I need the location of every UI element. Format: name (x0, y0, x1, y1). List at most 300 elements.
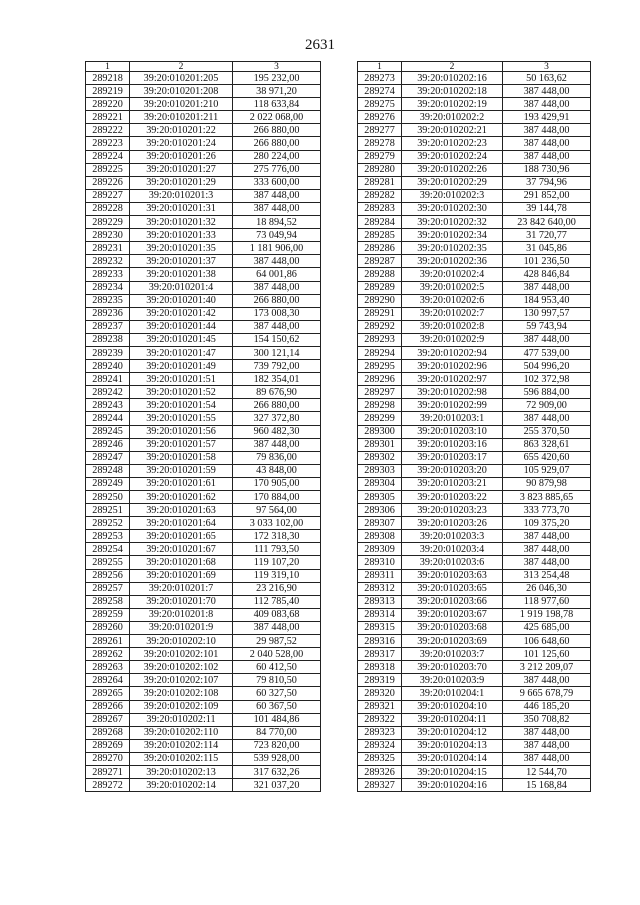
row-number-cell: 289261 (86, 635, 130, 648)
value-cell: 172 318,30 (233, 530, 321, 543)
table-row (86, 137, 321, 150)
value-cell: 154 150,62 (233, 333, 321, 346)
cadastral-number-cell: 39:20:010203:6 (402, 556, 503, 569)
table-row (358, 556, 591, 569)
table-row (86, 412, 321, 425)
table-row (358, 386, 591, 399)
cadastral-number-cell: 39:20:010201:37 (130, 255, 233, 268)
cadastral-number-cell: 39:20:010201:31 (130, 202, 233, 215)
table-row (358, 72, 591, 85)
table-row (86, 150, 321, 163)
value-cell: 504 996,20 (503, 360, 591, 373)
table-row (358, 739, 591, 752)
value-cell: 313 254,48 (503, 569, 591, 582)
table-row (86, 346, 321, 359)
column-header: 3 (503, 62, 591, 72)
row-number-cell: 289266 (86, 700, 130, 713)
value-cell: 387 448,00 (503, 85, 591, 98)
value-cell: 387 448,00 (233, 438, 321, 451)
table-row (358, 176, 591, 189)
row-number-cell: 289300 (358, 425, 402, 438)
value-cell: 60 412,50 (233, 661, 321, 674)
table-row (86, 255, 321, 268)
table-row (86, 98, 321, 111)
table-row (86, 399, 321, 412)
table-row (358, 595, 591, 608)
row-number-cell: 289315 (358, 621, 402, 634)
table-row (86, 504, 321, 517)
value-cell: 118 977,60 (503, 595, 591, 608)
cadastral-number-cell: 39:20:010203:66 (402, 595, 503, 608)
cadastral-number-cell: 39:20:010202:19 (402, 98, 503, 111)
cadastral-number-cell: 39:20:010202:109 (130, 700, 233, 713)
table-row (358, 621, 591, 634)
cadastral-number-cell: 39:20:010201:47 (130, 346, 233, 359)
cadastral-number-cell: 39:20:010201:45 (130, 333, 233, 346)
value-cell: 300 121,14 (233, 346, 321, 359)
table-row (358, 268, 591, 281)
row-number-cell: 289294 (358, 346, 402, 359)
value-cell: 50 163,62 (503, 72, 591, 85)
cadastral-number-cell: 39:20:010202:11 (130, 713, 233, 726)
value-cell: 387 448,00 (503, 726, 591, 739)
cadastral-number-cell: 39:20:010201:3 (130, 189, 233, 202)
value-cell: 387 448,00 (233, 621, 321, 634)
value-cell: 863 328,61 (503, 438, 591, 451)
cadastral-number-cell: 39:20:010202:24 (402, 150, 503, 163)
row-number-cell: 289311 (358, 569, 402, 582)
value-cell: 425 685,00 (503, 621, 591, 634)
value-cell: 23 842 640,00 (503, 216, 591, 229)
row-number-cell: 289274 (358, 85, 402, 98)
row-number-cell: 289253 (86, 530, 130, 543)
table-row (358, 85, 591, 98)
row-number-cell: 289241 (86, 373, 130, 386)
cadastral-number-cell: 39:20:010204:16 (402, 779, 503, 792)
table-row (86, 320, 321, 333)
row-number-cell: 289305 (358, 491, 402, 504)
table-row (86, 202, 321, 215)
row-number-cell: 289284 (358, 216, 402, 229)
row-number-cell: 289239 (86, 346, 130, 359)
value-cell: 539 928,00 (233, 752, 321, 765)
cadastral-number-cell: 39:20:010202:23 (402, 137, 503, 150)
table-row (86, 739, 321, 752)
table-row (358, 517, 591, 530)
value-cell: 173 008,30 (233, 307, 321, 320)
cadastral-number-cell: 39:20:010201:59 (130, 464, 233, 477)
value-cell: 1 919 198,78 (503, 608, 591, 621)
table-row (358, 491, 591, 504)
cadastral-number-cell: 39:20:010201:70 (130, 595, 233, 608)
row-number-cell: 289320 (358, 687, 402, 700)
value-cell: 79 836,00 (233, 451, 321, 464)
value-cell: 2 022 068,00 (233, 111, 321, 124)
row-number-cell: 289223 (86, 137, 130, 150)
cadastral-number-cell: 39:20:010203:9 (402, 674, 503, 687)
cadastral-number-cell: 39:20:010201:68 (130, 556, 233, 569)
value-cell: 15 168,84 (503, 779, 591, 792)
table-row (86, 124, 321, 137)
cadastral-number-cell: 39:20:010201:208 (130, 85, 233, 98)
value-cell: 387 448,00 (503, 556, 591, 569)
cadastral-number-cell: 39:20:010202:29 (402, 176, 503, 189)
value-cell: 446 185,20 (503, 700, 591, 713)
cadastral-number-cell: 39:20:010202:101 (130, 648, 233, 661)
row-number-cell: 289232 (86, 255, 130, 268)
row-number-cell: 289285 (358, 229, 402, 242)
value-cell: 960 482,30 (233, 425, 321, 438)
value-cell: 266 880,00 (233, 399, 321, 412)
table-row (358, 373, 591, 386)
row-number-cell: 289304 (358, 477, 402, 490)
row-number-cell: 289268 (86, 726, 130, 739)
cadastral-number-cell: 39:20:010203:10 (402, 425, 503, 438)
row-number-cell: 289262 (86, 648, 130, 661)
value-cell: 333 773,70 (503, 504, 591, 517)
table-row (86, 360, 321, 373)
row-number-cell: 289291 (358, 307, 402, 320)
row-number-cell: 289238 (86, 333, 130, 346)
value-cell: 387 448,00 (503, 137, 591, 150)
table-row (86, 530, 321, 543)
cadastral-number-cell: 39:20:010202:16 (402, 72, 503, 85)
cadastral-number-cell: 39:20:010201:38 (130, 268, 233, 281)
table-row (86, 294, 321, 307)
row-number-cell: 289301 (358, 438, 402, 451)
row-number-cell: 289231 (86, 242, 130, 255)
row-number-cell: 289246 (86, 438, 130, 451)
table-row (358, 98, 591, 111)
row-number-cell: 289272 (86, 779, 130, 792)
table-row (86, 333, 321, 346)
row-number-cell: 289218 (86, 72, 130, 85)
row-number-cell: 289224 (86, 150, 130, 163)
row-number-cell: 289269 (86, 739, 130, 752)
table-row (86, 752, 321, 765)
value-cell: 37 794,96 (503, 176, 591, 189)
row-number-cell: 289326 (358, 765, 402, 778)
cadastral-number-cell: 39:20:010201:69 (130, 569, 233, 582)
value-cell: 723 820,00 (233, 739, 321, 752)
table-row (86, 268, 321, 281)
row-number-cell: 289245 (86, 425, 130, 438)
cadastral-number-cell: 39:20:010202:107 (130, 674, 233, 687)
row-number-cell: 289281 (358, 176, 402, 189)
row-number-cell: 289248 (86, 464, 130, 477)
value-cell: 409 083,68 (233, 608, 321, 621)
row-number-cell: 289226 (86, 176, 130, 189)
cadastral-number-cell: 39:20:010202:3 (402, 189, 503, 202)
cadastral-number-cell: 39:20:010201:54 (130, 399, 233, 412)
value-cell: 655 420,60 (503, 451, 591, 464)
value-cell: 321 037,20 (233, 779, 321, 792)
value-cell: 387 448,00 (503, 98, 591, 111)
row-number-cell: 289242 (86, 386, 130, 399)
table-row (358, 124, 591, 137)
cadastral-number-cell: 39:20:010202:35 (402, 242, 503, 255)
cadastral-number-cell: 39:20:010201:7 (130, 582, 233, 595)
row-number-cell: 289228 (86, 202, 130, 215)
row-number-cell: 289303 (358, 464, 402, 477)
column-header: 2 (402, 62, 503, 72)
table-row (358, 189, 591, 202)
table-header-row (86, 62, 321, 72)
cadastral-number-cell: 39:20:010201:205 (130, 72, 233, 85)
cadastral-number-cell: 39:20:010201:22 (130, 124, 233, 137)
cadastral-number-cell: 39:20:010201:4 (130, 281, 233, 294)
cadastral-number-cell: 39:20:010201:40 (130, 294, 233, 307)
table-row (358, 765, 591, 778)
value-cell: 31 720,77 (503, 229, 591, 242)
row-number-cell: 289229 (86, 216, 130, 229)
value-cell: 387 448,00 (233, 189, 321, 202)
table-row (358, 543, 591, 556)
row-number-cell: 289302 (358, 451, 402, 464)
row-number-cell: 289263 (86, 661, 130, 674)
cadastral-number-cell: 39:20:010201:62 (130, 491, 233, 504)
cadastral-number-cell: 39:20:010202:110 (130, 726, 233, 739)
table-row (86, 595, 321, 608)
table-row (86, 111, 321, 124)
value-cell: 280 224,00 (233, 150, 321, 163)
value-cell: 90 879,98 (503, 477, 591, 490)
value-cell: 109 375,20 (503, 517, 591, 530)
row-number-cell: 289275 (358, 98, 402, 111)
table-row (86, 582, 321, 595)
cadastral-number-cell: 39:20:010204:11 (402, 713, 503, 726)
value-cell: 387 448,00 (503, 752, 591, 765)
table-row (358, 399, 591, 412)
table-row (358, 425, 591, 438)
cadastral-number-cell: 39:20:010203:17 (402, 451, 503, 464)
value-cell: 2 040 528,00 (233, 648, 321, 661)
table-row (358, 687, 591, 700)
value-cell: 29 987,52 (233, 635, 321, 648)
row-number-cell: 289312 (358, 582, 402, 595)
cadastral-number-cell: 39:20:010201:32 (130, 216, 233, 229)
cadastral-number-cell: 39:20:010202:5 (402, 281, 503, 294)
table-row (86, 438, 321, 451)
value-cell: 118 633,84 (233, 98, 321, 111)
column-header: 1 (358, 62, 402, 72)
row-number-cell: 289316 (358, 635, 402, 648)
value-cell: 101 125,60 (503, 648, 591, 661)
value-cell: 43 848,00 (233, 464, 321, 477)
table-row (358, 255, 591, 268)
row-number-cell: 289289 (358, 281, 402, 294)
cadastral-number-cell: 39:20:010203:65 (402, 582, 503, 595)
row-number-cell: 289313 (358, 595, 402, 608)
table-row (358, 477, 591, 490)
value-cell: 60 327,50 (233, 687, 321, 700)
value-cell: 119 319,10 (233, 569, 321, 582)
row-number-cell: 289310 (358, 556, 402, 569)
cadastral-number-cell: 39:20:010204:13 (402, 739, 503, 752)
cadastral-number-cell: 39:20:010203:4 (402, 543, 503, 556)
table-row (358, 504, 591, 517)
table-row (86, 464, 321, 477)
row-number-cell: 289247 (86, 451, 130, 464)
cadastral-number-cell: 39:20:010203:63 (402, 569, 503, 582)
cadastral-number-cell: 39:20:010202:102 (130, 661, 233, 674)
cadastral-number-cell: 39:20:010203:21 (402, 477, 503, 490)
value-cell: 350 708,82 (503, 713, 591, 726)
table-row (358, 569, 591, 582)
value-cell: 387 448,00 (233, 202, 321, 215)
row-number-cell: 289283 (358, 202, 402, 215)
value-cell: 26 046,30 (503, 582, 591, 595)
table-row (86, 700, 321, 713)
table-row (86, 713, 321, 726)
value-cell: 119 107,20 (233, 556, 321, 569)
value-cell: 428 846,84 (503, 268, 591, 281)
cadastral-number-cell: 39:20:010201:33 (130, 229, 233, 242)
value-cell: 106 648,60 (503, 635, 591, 648)
row-number-cell: 289323 (358, 726, 402, 739)
value-cell: 193 429,91 (503, 111, 591, 124)
cadastral-number-cell: 39:20:010201:49 (130, 360, 233, 373)
table-row (86, 189, 321, 202)
value-cell: 188 730,96 (503, 163, 591, 176)
cadastral-number-cell: 39:20:010201:27 (130, 163, 233, 176)
value-cell: 130 997,57 (503, 307, 591, 320)
table-row (86, 543, 321, 556)
table-row (358, 648, 591, 661)
row-number-cell: 289257 (86, 582, 130, 595)
row-number-cell: 289288 (358, 268, 402, 281)
row-number-cell: 289280 (358, 163, 402, 176)
cadastral-number-cell: 39:20:010203:69 (402, 635, 503, 648)
value-cell: 195 232,00 (233, 72, 321, 85)
row-number-cell: 289259 (86, 608, 130, 621)
row-number-cell: 289327 (358, 779, 402, 792)
table-row (358, 150, 591, 163)
cadastral-number-cell: 39:20:010202:94 (402, 346, 503, 359)
value-cell: 266 880,00 (233, 294, 321, 307)
value-cell: 387 448,00 (503, 124, 591, 137)
table-row (86, 556, 321, 569)
table-row (86, 491, 321, 504)
row-number-cell: 289236 (86, 307, 130, 320)
cadastral-number-cell: 39:20:010203:70 (402, 661, 503, 674)
cadastral-number-cell: 39:20:010202:7 (402, 307, 503, 320)
value-cell: 23 216,90 (233, 582, 321, 595)
cadastral-number-cell: 39:20:010201:35 (130, 242, 233, 255)
table-row (86, 569, 321, 582)
table-row (358, 464, 591, 477)
table-row (358, 661, 591, 674)
value-cell: 60 367,50 (233, 700, 321, 713)
row-number-cell: 289230 (86, 229, 130, 242)
table-row (358, 216, 591, 229)
table-row (86, 163, 321, 176)
row-number-cell: 289299 (358, 412, 402, 425)
table-row (358, 333, 591, 346)
table-row (358, 294, 591, 307)
row-number-cell: 289271 (86, 765, 130, 778)
value-cell: 255 370,50 (503, 425, 591, 438)
table-row (86, 621, 321, 634)
cadastral-number-cell: 39:20:010201:57 (130, 438, 233, 451)
value-cell: 3 212 209,07 (503, 661, 591, 674)
cadastral-number-cell: 39:20:010202:32 (402, 216, 503, 229)
table-header-row (358, 62, 591, 72)
data-table-left (85, 61, 321, 792)
table-row (358, 360, 591, 373)
row-number-cell: 289279 (358, 150, 402, 163)
row-number-cell: 289296 (358, 373, 402, 386)
value-cell: 387 448,00 (233, 320, 321, 333)
row-number-cell: 289237 (86, 320, 130, 333)
cadastral-number-cell: 39:20:010202:8 (402, 320, 503, 333)
table-row (358, 346, 591, 359)
value-cell: 101 484,86 (233, 713, 321, 726)
cadastral-number-cell: 39:20:010202:34 (402, 229, 503, 242)
row-number-cell: 289256 (86, 569, 130, 582)
table-row (86, 635, 321, 648)
cadastral-number-cell: 39:20:010204:14 (402, 752, 503, 765)
cadastral-number-cell: 39:20:010201:64 (130, 517, 233, 530)
column-header: 1 (86, 62, 130, 72)
value-cell: 64 001,86 (233, 268, 321, 281)
value-cell: 387 448,00 (503, 739, 591, 752)
row-number-cell: 289270 (86, 752, 130, 765)
value-cell: 317 632,26 (233, 765, 321, 778)
row-number-cell: 289240 (86, 360, 130, 373)
cadastral-number-cell: 39:20:010202:99 (402, 399, 503, 412)
row-number-cell: 289222 (86, 124, 130, 137)
cadastral-number-cell: 39:20:010202:26 (402, 163, 503, 176)
row-number-cell: 289221 (86, 111, 130, 124)
table-row (358, 111, 591, 124)
cadastral-number-cell: 39:20:010201:210 (130, 98, 233, 111)
table-row (358, 202, 591, 215)
row-number-cell: 289325 (358, 752, 402, 765)
row-number-cell: 289243 (86, 399, 130, 412)
table-row (358, 242, 591, 255)
value-cell: 72 909,00 (503, 399, 591, 412)
value-cell: 39 144,78 (503, 202, 591, 215)
table-row (358, 307, 591, 320)
table-row (86, 229, 321, 242)
row-number-cell: 289306 (358, 504, 402, 517)
row-number-cell: 289290 (358, 294, 402, 307)
value-cell: 387 448,00 (503, 150, 591, 163)
value-cell: 387 448,00 (503, 412, 591, 425)
value-cell: 387 448,00 (503, 530, 591, 543)
row-number-cell: 289298 (358, 399, 402, 412)
value-cell: 184 953,40 (503, 294, 591, 307)
cadastral-number-cell: 39:20:010201:8 (130, 608, 233, 621)
cadastral-number-cell: 39:20:010201:211 (130, 111, 233, 124)
cadastral-number-cell: 39:20:010201:67 (130, 543, 233, 556)
table-row (86, 726, 321, 739)
table-row (86, 661, 321, 674)
row-number-cell: 289282 (358, 189, 402, 202)
value-cell: 387 448,00 (503, 674, 591, 687)
row-number-cell: 289233 (86, 268, 130, 281)
value-cell: 9 665 678,79 (503, 687, 591, 700)
cadastral-number-cell: 39:20:010202:18 (402, 85, 503, 98)
row-number-cell: 289322 (358, 713, 402, 726)
cadastral-number-cell: 39:20:010202:115 (130, 752, 233, 765)
cadastral-number-cell: 39:20:010201:55 (130, 412, 233, 425)
row-number-cell: 289219 (86, 85, 130, 98)
cadastral-number-cell: 39:20:010201:51 (130, 373, 233, 386)
value-cell: 477 539,00 (503, 346, 591, 359)
table-row (86, 674, 321, 687)
